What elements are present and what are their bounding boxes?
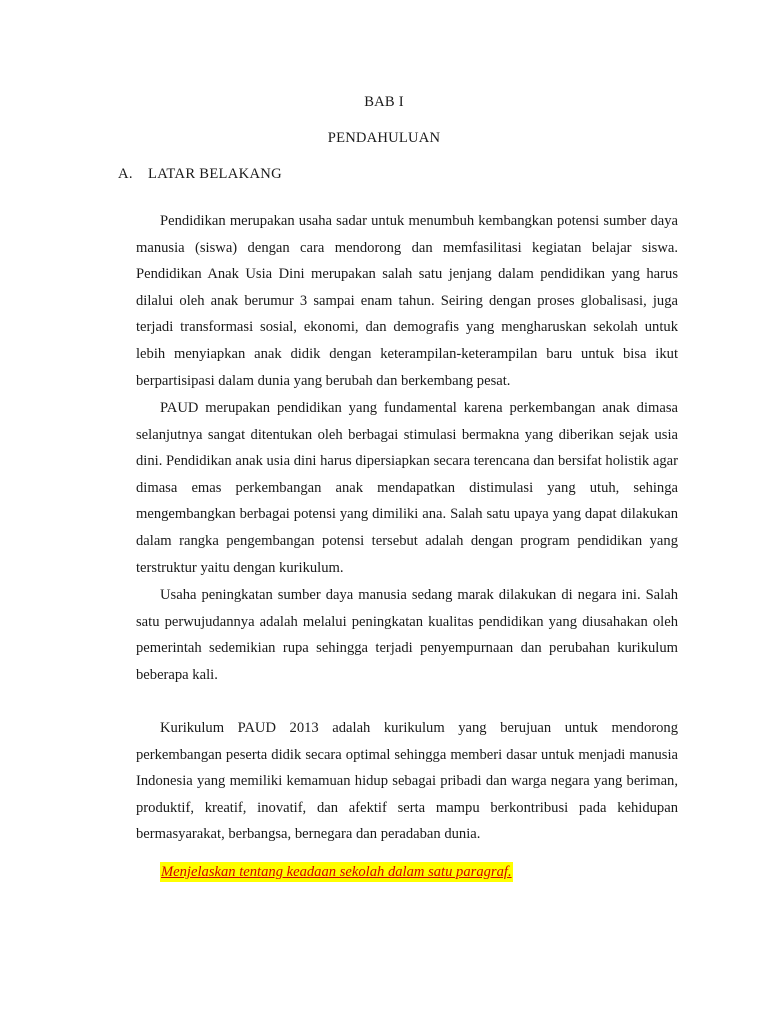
section-heading <box>118 166 282 183</box>
body-paragraph-1: Pendidikan merupakan usaha sadar untuk menumbuh kembangkan potensi sumber daya manusia (siswa) dengan cara mendorong dan memfasilitasi kegiatan belajar siswa. Pendidikan Anak Usia Dini merupakan salah satu jenjang dalam pendidikan yang harus dilalui oleh anak berumur 3 sampai enam tahun. Seiring dengan proses globalisasi, juga terjadi transformasi sosial, ekonomi, dan demografis yang mengharuskan sekolah untuk lebih menyiapkan anak didik dengan keterampilan-keterampilan baru untuk bisa ikut berpartisipasi dalam dunia yang berubah dan berkembang pesat. <box>136 213 678 389</box>
chapter-title-heading: PENDAHULUAN <box>327 130 441 146</box>
body-paragraph-3: Usaha peningkatan sumber daya manusia sedang marak dilakukan di negara ini. Salah satu perwujudannya adalah melalui peningkatan kualitas pendidikan yang diusahakan oleh pemerintah sedemikian rupa sehingga terjadi penyempurnaan dan perubahan kurikulum beberapa kali. <box>136 587 678 683</box>
body-paragraph-4: Kurikulum PAUD 2013 adalah kurikulum yang berujuan untuk mendorong perkembangan peserta didik secara optimal sehingga memberi dasar untuk menjadi manusia Indonesia yang memiliki kemamuan hidup sebagai pribadi dan warga negara yang beriman, produktif, kreatif, inovatif, dan afektif serta mampu berkontribusi pada kehidupan bermasyarakat, berbangsa, bernegara dan peradaban dunia. <box>136 720 678 843</box>
section-title: LATAR BELAKANG <box>148 166 282 182</box>
section-number: A. <box>118 166 133 182</box>
body-paragraph-2: PAUD merupakan pendidikan yang fundamental karena perkembangan anak dimasa selanjutnya sangat ditentukan oleh berbagai stimulasi bermakna yang diberikan sejak usia dini. Pendidikan anak usia dini harus dipersiapkan secara terencana dan bersifat holistik agar dimasa emas perkembangan anak mendapatkan distimulasi yang utuh, sehinga mengembangkan berbagai potensi yang dimiliki ana. Salah satu upaya yang dapat dilakukan dalam rangka pengembangan potensi tersebut adalah dengan program pendidikan yang terstruktur yaitu dengan kurikulum. <box>136 400 678 576</box>
highlighted-note: Menjelaskan tentang keadaan sekolah dalam satu paragraf. <box>161 864 512 880</box>
chapter-number-heading: BAB I <box>364 94 404 110</box>
